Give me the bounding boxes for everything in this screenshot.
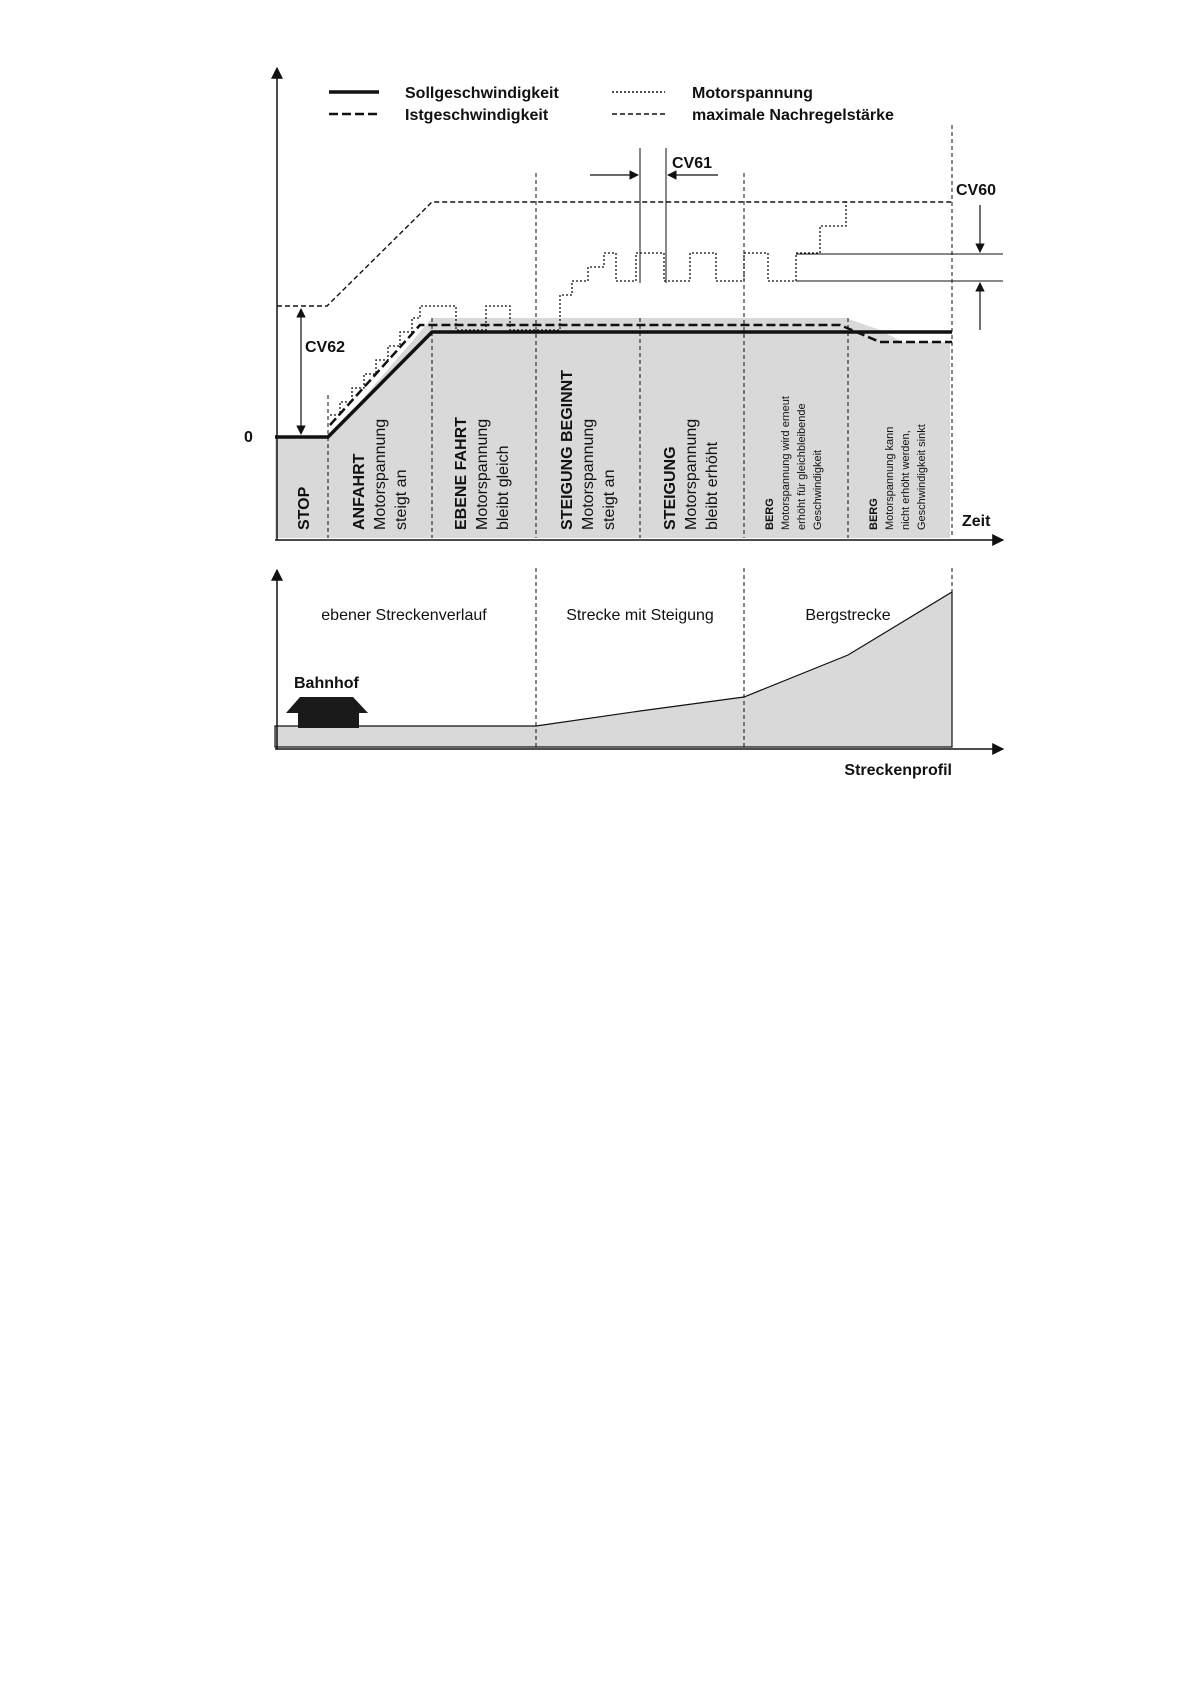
time-axis-label: Zeit (962, 513, 991, 530)
phase-5-line-1: Motorspannung wird erneut (780, 396, 792, 530)
phase-3-line-2: steigt an (601, 469, 618, 530)
phase-5-line-3: Geschwindigkeit (812, 449, 824, 530)
phase-6-line-1: Motorspannung kann (884, 426, 896, 530)
legend-dotted-label: Motorspannung (692, 85, 813, 102)
section-label-incline: Strecke mit Steigung (566, 607, 714, 624)
phase-2-line-2: bleibt gleich (495, 445, 512, 530)
phase-3-line-1: Motorspannung (580, 418, 597, 530)
phase-1-line-1: Motorspannung (372, 418, 389, 530)
phase-5-line-2: erhöht für gleichbleibende (796, 403, 808, 530)
station-label: Bahnhof (294, 675, 359, 692)
phase-1-line-2: steigt an (393, 469, 410, 530)
legend-dashed-label: Istgeschwindigkeit (405, 107, 549, 124)
legend-short-dashed-label: maximale Nachregelstärke (692, 107, 894, 124)
phase-4-line-1: Motorspannung (683, 418, 700, 530)
phase-2-title: EBENE FAHRT (453, 417, 470, 530)
phase-6-line-2: nicht erhöht werden, (900, 430, 912, 530)
phase-4-title: STEIGUNG (662, 446, 679, 530)
phase-6-title: BERG (868, 498, 880, 530)
upper-chart (244, 68, 1003, 540)
cv60-label: CV60 (956, 182, 997, 199)
cv61-label: CV61 (672, 155, 713, 172)
legend-solid-label: Sollgeschwindigkeit (405, 85, 559, 102)
lower-chart (275, 568, 1003, 779)
cv62-label: CV62 (305, 339, 346, 356)
section-label-mountain: Bergstrecke (805, 607, 891, 624)
station-icon (286, 697, 368, 728)
zero-label: 0 (244, 429, 253, 446)
legend (329, 85, 894, 124)
track-profile-axis-label: Streckenprofil (844, 762, 952, 779)
phase-5-title: BERG (764, 498, 776, 530)
phase-1-title: ANFAHRT (351, 453, 368, 530)
phase-6-line-3: Geschwindigkeit sinkt (916, 424, 928, 530)
phase-3-title: STEIGUNG BEGINNT (559, 369, 576, 530)
phase-0-title: STOP (296, 486, 313, 530)
section-label-flat: ebener Streckenverlauf (321, 607, 487, 624)
phase-4-line-2: bleibt erhöht (704, 441, 721, 530)
phase-2-line-1: Motorspannung (474, 418, 491, 530)
